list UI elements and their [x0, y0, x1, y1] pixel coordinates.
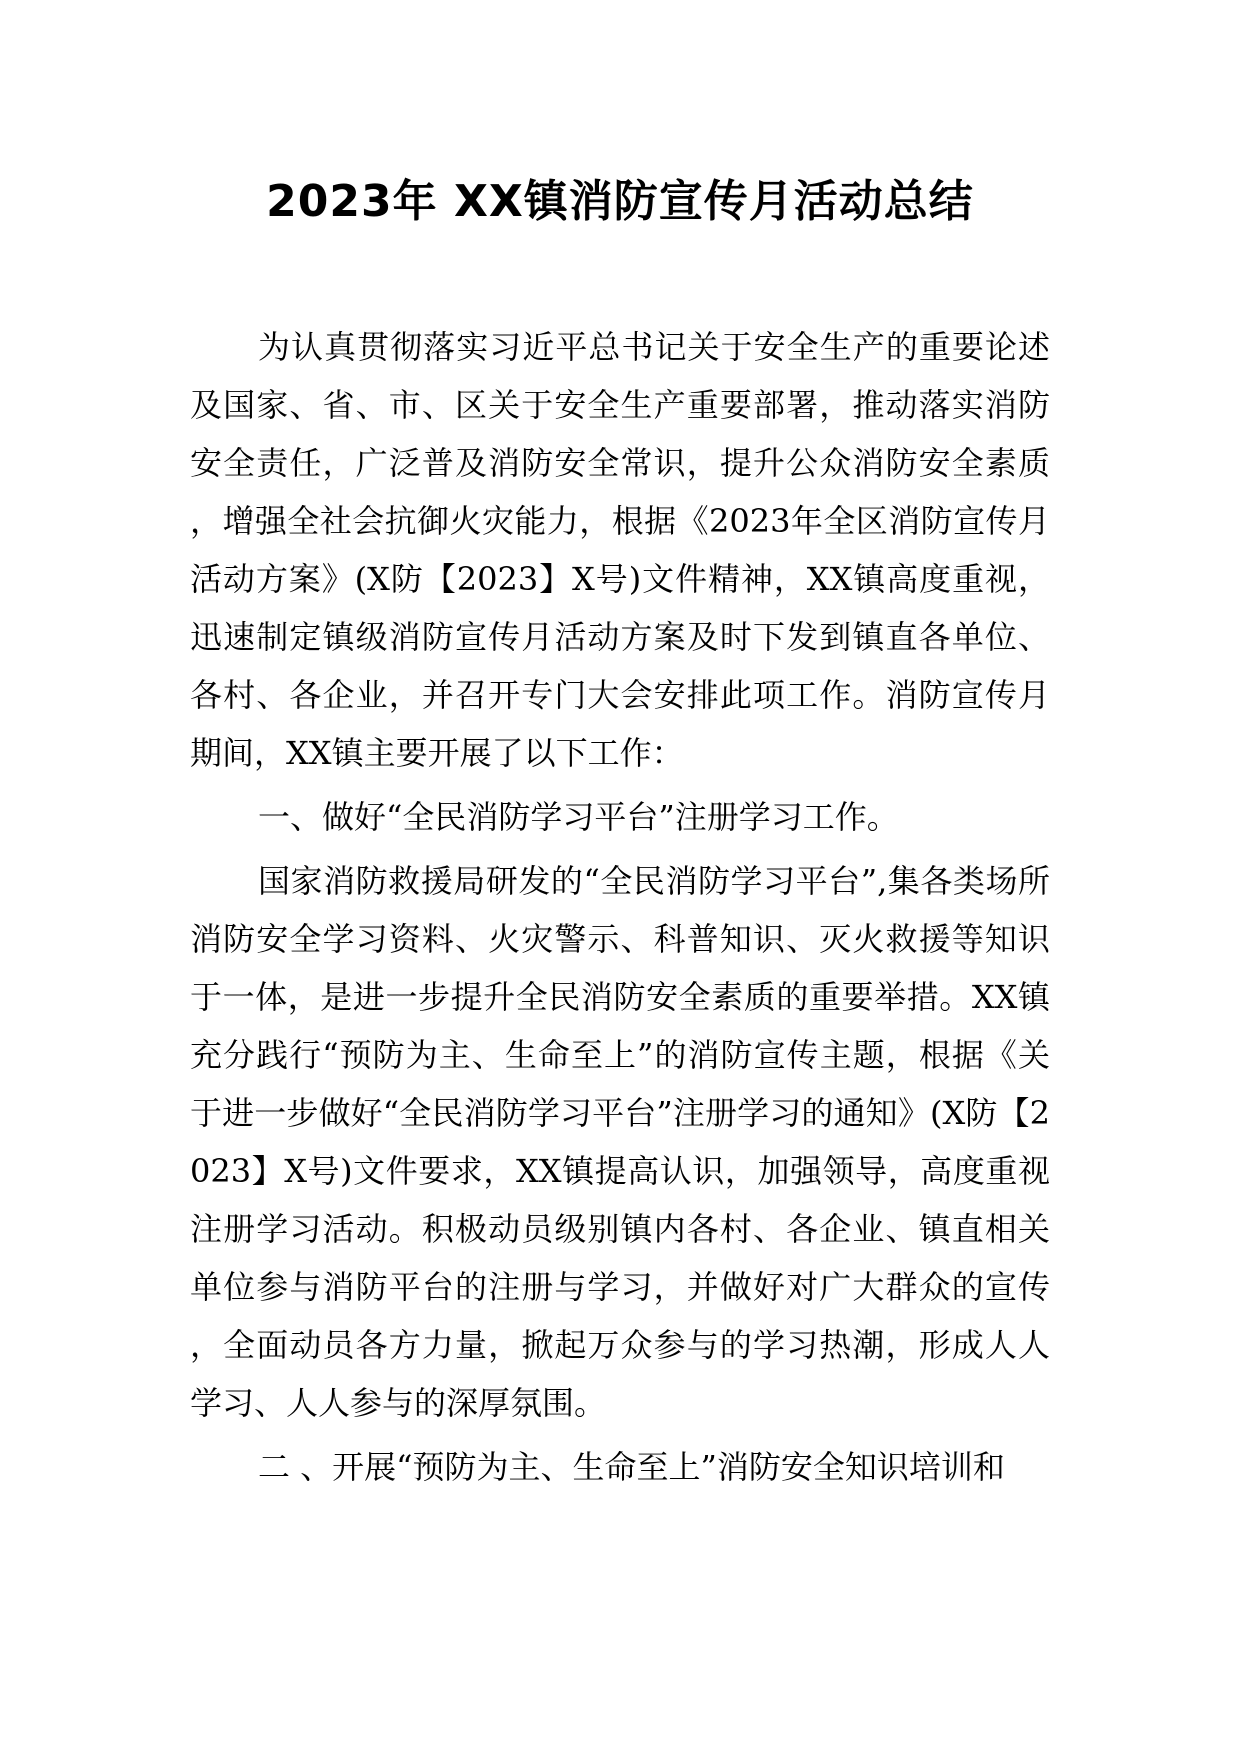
section-1-paragraph: 国家消防救援局研发的“全民消防学习平台”,集各类场所消防安全学习资料、火灾警示、科普知识、灭火救援等知识于一体，是进一步提升全民消防安全素质的重要举措。XX镇充分践行“预防为主、生命至上”的消防宣传主题，根据《关于进一步做好“全民消防学习平台”注册学习的通知》(X防【2023】X号)文件要求，XX镇提高认识，加强领导，高度重视注册学习活动。积极动员级别镇内各村、各企业、镇直相关单位参与消防平台的注册与学习，并做好对广大群众的宣传，全面动员各方力量，掀起万众参与的学习热潮，形成人人学习、人人参与的深厚氛围。: [190, 862, 1050, 1422]
intro-paragraph: 为认真贯彻落实习近平总书记关于安全生产的重要论述及国家、省、市、区关于安全生产重要部署，推动落实消防安全责任，广泛普及消防安全常识，提升公众消防安全素质，增强全社会抗御火灾能力，根据《2023年全区消防宣传月活动方案》(X防【2023】X号)文件精神，XX镇高度重视，迅速制定镇级消防宣传月活动方案及时下发到镇直各单位、各村、各企业，并召开专门大会安排此项工作。消防宣传月期间，XX镇主要开展了以下工作：: [190, 328, 1050, 772]
section-heading-2: 二 、开展“预防为主、生命至上”消防安全知识培训和: [258, 1448, 1005, 1486]
section-heading-1: 一、做好“全民消防学习平台”注册学习工作。: [258, 798, 899, 836]
document-body: [190, 318, 1050, 1502]
document-title: 2023年 XX镇消防宣传月活动总结: [266, 176, 974, 227]
